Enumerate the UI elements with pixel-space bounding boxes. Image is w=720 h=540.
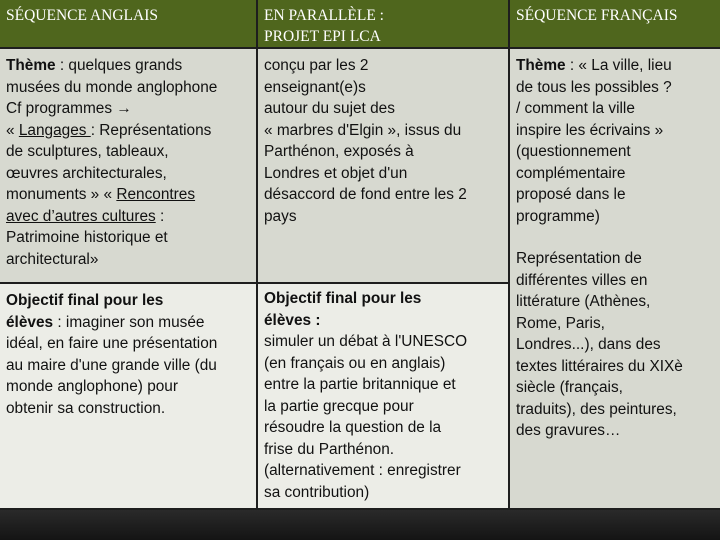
- col1-autres-cultures-link[interactable]: avec d’autres cultures: [6, 207, 156, 225]
- col2-goal-l3: simuler un débat à l'UNESCO: [264, 333, 468, 350]
- col3-r5: Londres...), dans des: [516, 336, 661, 353]
- col1-theme-l8b: :: [155, 207, 165, 225]
- col3-french-cell: [510, 49, 720, 508]
- col1-rencontres-link[interactable]: Rencontres: [116, 186, 196, 203]
- col1-theme-l4a: «: [6, 121, 19, 139]
- col1-theme-l2: musées du monde anglophone: [6, 78, 218, 96]
- col3-l4: inspire les écrivains »: [516, 121, 664, 139]
- col1-goal-cell: [0, 284, 256, 508]
- col3-theme-label: Thème: [516, 57, 566, 74]
- col3-l2: de tous les possibles ?: [516, 78, 672, 96]
- header-col3-text: SÉQUENCE FRANÇAIS: [516, 7, 678, 24]
- col2-goal-l2: élèves :: [264, 311, 321, 329]
- col3-r9: des gravures…: [516, 422, 621, 439]
- col1-goal-l3: idéal, en faire une présentation: [6, 335, 218, 352]
- col1-goal-l1: Objectif final pour les: [6, 292, 164, 309]
- col3-l3: / comment la ville: [516, 100, 635, 117]
- col3-r7: siècle (français,: [516, 379, 623, 396]
- col3-r6: textes littéraires du XIXè: [516, 357, 683, 375]
- col2-l5: Parthénon, exposés à: [264, 143, 414, 160]
- col3-r4: Rome, Paris,: [516, 314, 605, 332]
- col2-l4: « marbres d'Elgin », issus du: [264, 121, 462, 139]
- col2-goal-l1: Objectif final pour les: [264, 290, 422, 307]
- col2-l3: autour du sujet des: [264, 100, 395, 117]
- col1-theme-cell: [0, 49, 256, 282]
- col1-goal-l2-bold: élèves: [6, 313, 54, 331]
- col2-goal-l9: (alternativement : enregistrer: [264, 462, 461, 479]
- col1-theme-l4b: : Représentations: [90, 121, 212, 139]
- col2-goal-l7: résoudre la question de la: [264, 419, 442, 436]
- header-col2-line2: PROJET EPI LCA: [264, 28, 381, 45]
- header-en-parallele: [258, 0, 508, 47]
- col3-l6: complémentaire: [516, 164, 626, 182]
- col3-r3: littérature (Athènes,: [516, 293, 651, 310]
- col2-l1: conçu par les 2: [264, 57, 369, 74]
- col1-theme-l10: architectural»: [6, 250, 99, 268]
- col1-theme-l1: : quelques grands: [55, 57, 183, 74]
- col1-goal-l4: au maire d'une grande ville (du: [6, 356, 217, 374]
- col1-theme-label: Thème: [6, 57, 56, 74]
- slide-bottom-band: [0, 510, 720, 540]
- header-sequence-francais: [510, 0, 720, 47]
- col2-goal-l4: (en français ou en anglais): [264, 354, 446, 372]
- col3-r1: Représentation de: [516, 250, 642, 267]
- col1-goal-l2-rest: : imaginer son musée: [53, 313, 205, 331]
- col1-goal-l6: obtenir sa construction.: [6, 399, 166, 417]
- col1-theme-l5: de sculptures, tableaux,: [6, 143, 169, 160]
- col2-l8: pays: [264, 207, 297, 225]
- col2-l7: désaccord de fond entre les 2: [264, 186, 467, 203]
- col2-l6: Londres et objet d'un: [264, 164, 408, 182]
- col1-theme-l9: Patrimoine historique et: [6, 229, 168, 246]
- col1-theme-l3: Cf programmes →: [6, 100, 132, 117]
- col1-theme-l6: œuvres architecturales,: [6, 164, 167, 182]
- col2-l2: enseignant(e)s: [264, 78, 366, 96]
- col3-r8: traduits), des peintures,: [516, 400, 677, 418]
- col2-goal-l6: la partie grecque pour: [264, 397, 414, 415]
- col3-l1-rest: : « La ville, lieu: [565, 57, 672, 74]
- col1-theme-l7a: monuments » «: [6, 186, 117, 203]
- col2-goal-l8: frise du Parthénon.: [264, 440, 395, 458]
- col2-goal-cell: [258, 284, 508, 508]
- header-col1-text: SÉQUENCE ANGLAIS: [6, 7, 158, 24]
- col3-l7: proposé dans le: [516, 186, 626, 203]
- col1-goal-l5: monde anglophone) pour: [6, 378, 178, 395]
- col2-project-cell: [258, 49, 508, 282]
- col2-goal-l5: entre la partie britannique et: [264, 376, 456, 393]
- header-col2-line1: EN PARALLÈLE :: [264, 7, 384, 24]
- col3-l8: programme): [516, 207, 600, 225]
- col2-goal-l10: sa contribution): [264, 483, 370, 501]
- col1-langages-link[interactable]: Langages: [18, 121, 91, 139]
- col3-r2: différentes villes en: [516, 271, 648, 289]
- col3-l5: (questionnement: [516, 143, 631, 160]
- header-sequence-anglais: [0, 0, 256, 47]
